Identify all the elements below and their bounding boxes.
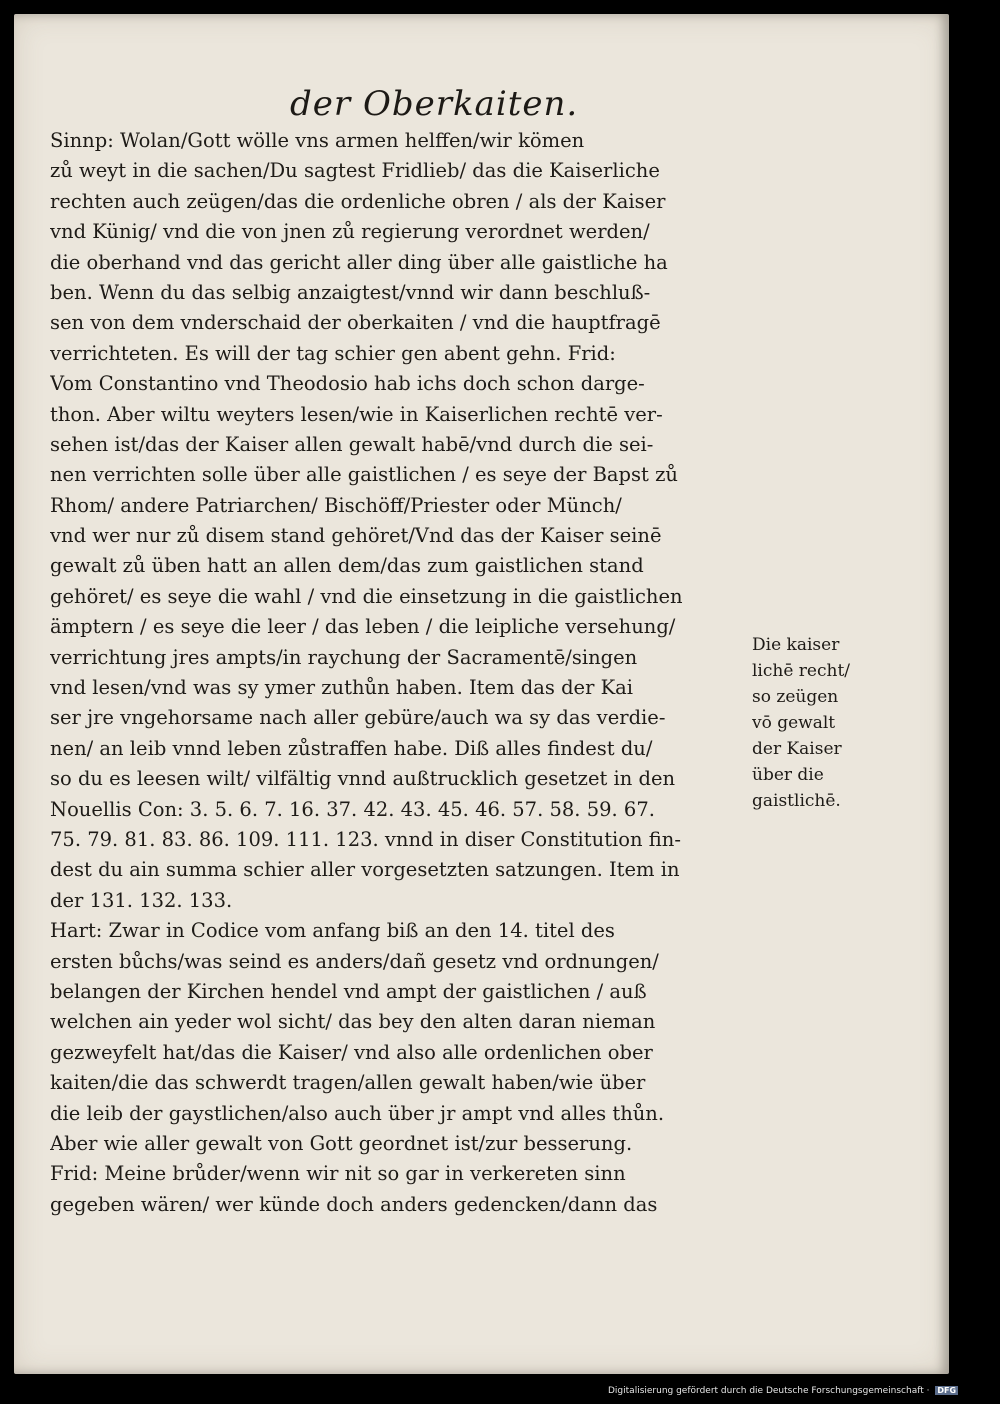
text-line: verrichteten. Es will der tag schier gen abent gehn. Frid:	[50, 341, 616, 365]
text-line: gewalt zů üben hatt an allen dem/das zum gaistlichen stand	[50, 554, 644, 578]
margin-note	[752, 632, 867, 814]
text-line: zů weyt in die sachen/Du sagtest Fridlieb/ das die Kaiserliche	[50, 159, 660, 183]
dfg-logo-icon: DFG	[937, 1386, 957, 1395]
margin-note-line: vō gewalt	[752, 713, 836, 733]
running-header: der Oberkaiten.	[290, 84, 579, 124]
text-line: der 131. 132. 133.	[50, 888, 233, 912]
margin-note-line: der Kaiser	[752, 739, 842, 759]
text-line: ser jre vngehorsame nach aller gebüre/auch wa sy das verdie-	[50, 706, 666, 730]
text-line: gezweyfelt hat/das die Kaiser/ vnd also alle ordenlichen ober	[50, 1040, 653, 1064]
text-line: rechten auch zeügen/das die ordenliche obren / als der Kaiser	[50, 189, 666, 213]
text-line: Nouellis Con: 3. 5. 6. 7. 16. 37. 42. 43. 45. 46. 57. 58. 59. 67.	[50, 797, 655, 821]
text-line: welchen ain yeder wol sicht/ das bey den alten daran nieman	[50, 1010, 656, 1034]
text-line: Sinnp: Wolan/Gott wölle vns armen helffen/wir kömen	[50, 129, 585, 152]
text-line: Rhom/ andere Patriarchen/ Bischöff/Priester oder Münch/	[50, 493, 622, 517]
text-line: thon. Aber wiltu weyters lesen/wie in Kaiserlichen rechtē ver-	[50, 402, 663, 426]
text-line: die leib der gaystlichen/also auch über jr ampt vnd alles thůn.	[50, 1101, 665, 1125]
text-line: ben. Wenn du das selbig anzaigtest/vnnd wir dann beschluß-	[50, 280, 651, 304]
text-line: vnd Künig/ vnd die von jnen zů regierung verordnet werden/	[50, 220, 650, 244]
text-line: so du es leesen wilt/ vilfältig vnnd außtrucklich gesetzet in den	[50, 767, 676, 791]
text-line: Frid: Meine brůder/wenn wir nit so gar in verkereten sinn	[50, 1162, 626, 1186]
margin-note-line: lichē recht/	[752, 661, 851, 681]
margin-note-line: Die kaiser	[752, 635, 840, 655]
text-line: Vom Constantino vnd Theodosio hab ichs doch schon darge-	[50, 372, 645, 396]
text-line: sehen ist/das der Kaiser allen gewalt habē/vnd durch die sei-	[50, 432, 654, 456]
text-line: gegeben wären/ wer künde doch anders gedencken/dann das	[50, 1192, 658, 1216]
text-line: vnd wer nur zů disem stand gehöret/Vnd das der Kaiser seinē	[50, 524, 662, 548]
text-line: dest du ain summa schier aller vorgesetzten satzungen. Item in	[50, 858, 680, 882]
margin-note-line: gaistlichē.	[752, 791, 841, 811]
text-line: Aber wie aller gewalt von Gott geordnet ist/zur besserung.	[50, 1131, 633, 1155]
text-line: ämptern / es seye die leer / das leben / die leipliche versehung/	[50, 615, 676, 639]
text-line: verrichtung jres ampts/in raychung der Sacramentē/singen	[50, 645, 638, 669]
margin-note-line: über die	[752, 765, 824, 785]
body-text	[50, 126, 750, 1220]
text-line: 75. 79. 81. 83. 86. 109. 111. 123. vnnd in diser Constitution fin-	[50, 827, 681, 851]
text-line: ersten bůchs/was seind es anders/dañ gesetz vnd ordnungen/	[50, 949, 659, 973]
text-line: belangen der Kirchen hendel vnd ampt der gaistlichen / auß	[50, 979, 647, 1003]
funding-credit-text: Digitalisierung gefördert durch die Deutsche Forschungsgemeinschaft ·	[608, 1386, 930, 1396]
text-line: vnd lesen/vnd was sy ymer zuthůn haben. Item das der Kai	[50, 676, 634, 700]
text-line: gehöret/ es seye die wahl / vnd die einsetzung in die gaistlichen	[50, 584, 683, 608]
text-line: Hart: Zwar in Codice vom anfang biß an den 14. titel des	[50, 919, 615, 943]
text-line: kaiten/die das schwerdt tragen/allen gewalt haben/wie über	[50, 1071, 646, 1095]
funding-credit	[608, 1386, 958, 1396]
text-line: sen von dem vnderschaid der oberkaiten / vnd die hauptfragē	[50, 311, 661, 335]
text-line: nen verrichten solle über alle gaistlichen / es seye der Bapst zů	[50, 463, 678, 487]
margin-note-line: so zeügen	[752, 687, 839, 707]
text-line: nen/ an leib vnnd leben zůstraffen habe. Diß alles findest du/	[50, 736, 653, 760]
text-line: die oberhand vnd das gericht aller ding über alle gaistliche ha	[50, 250, 668, 274]
